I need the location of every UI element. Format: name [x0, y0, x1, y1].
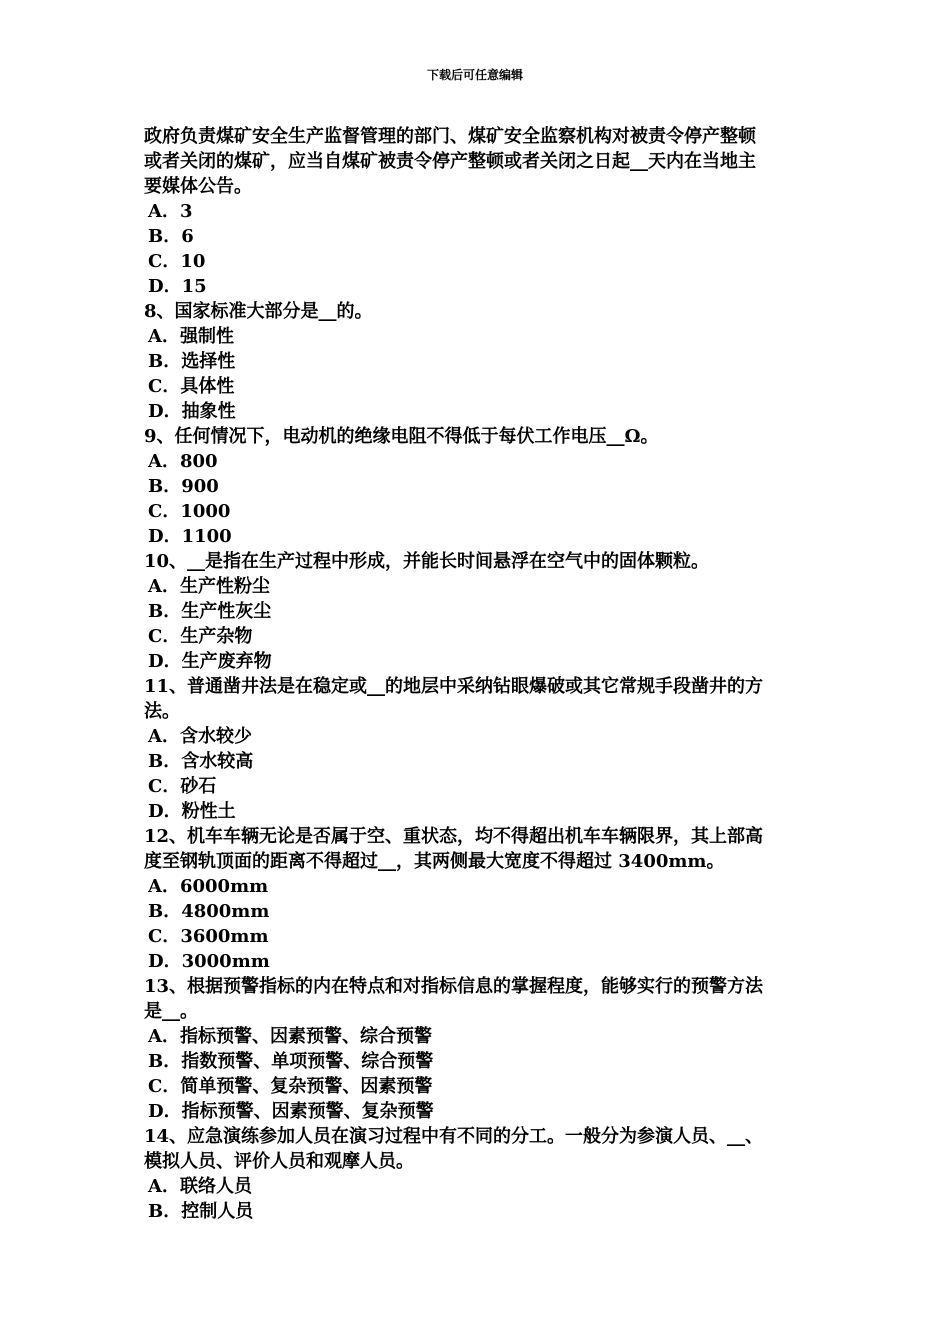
answer-option: B．指数预警、单项预警、综合预警 — [148, 1051, 434, 1072]
answer-option: C．具体性 — [148, 376, 235, 397]
answer-option: A．800 — [148, 451, 218, 472]
answer-option: A．指标预警、因素预警、综合预警 — [148, 1026, 432, 1047]
answer-option: D．1100 — [148, 526, 232, 547]
question-text-line: 政府负责煤矿安全生产监督管理的部门、煤矿安全监察机构对被责令停产整顿 — [144, 126, 756, 147]
question-text-line: 11、普通凿井法是在稳定或__的地层中采纳钻眼爆破或其它常规手段凿井的方 — [144, 676, 764, 697]
question-text-line: 12、机车车辆无论是否属于空、重状态，均不得超出机车车辆限界，其上部高 — [144, 826, 764, 847]
answer-option: C．10 — [148, 251, 206, 272]
answer-option: D．抽象性 — [148, 401, 236, 422]
page-header: 下载后可任意编辑 — [426, 68, 523, 82]
answer-option: B．控制人员 — [148, 1201, 254, 1222]
answer-option: B．含水较高 — [148, 751, 254, 772]
answer-option: B．选择性 — [148, 351, 236, 372]
answer-option: D．3000mm — [148, 951, 270, 972]
answer-option: A．强制性 — [148, 326, 234, 347]
answer-option: C．砂石 — [148, 776, 217, 797]
answer-option: C．1000 — [148, 501, 231, 522]
answer-option: D．生产废弃物 — [148, 651, 272, 672]
question-text-line: 8、国家标准大部分是__的。 — [144, 301, 373, 322]
document-body — [144, 124, 808, 1224]
answer-option: A．含水较少 — [148, 726, 252, 747]
answer-option: C．生产杂物 — [148, 626, 253, 647]
question-text-line: 10、__是指在生产过程中形成，并能长时间悬浮在空气中的固体颗粒。 — [144, 551, 710, 572]
answer-option: D．粉性土 — [148, 801, 236, 822]
answer-option: C．简单预警、复杂预警、因素预警 — [148, 1076, 433, 1097]
question-text-line: 法。 — [144, 701, 180, 722]
question-text-line: 模拟人员、评价人员和观摩人员。 — [144, 1151, 414, 1172]
answer-option: C．3600mm — [148, 926, 269, 947]
question-text-line: 9、任何情况下，电动机的绝缘电阻不得低于每伏工作电压__Ω。 — [144, 426, 659, 447]
answer-option: B．900 — [148, 476, 219, 497]
question-text-line: 14、应急演练参加人员在演习过程中有不同的分工。一般分为参演人员、__、 — [144, 1126, 764, 1147]
answer-option: D．15 — [148, 276, 207, 297]
answer-option: B．生产性灰尘 — [148, 601, 272, 622]
answer-option: A．3 — [148, 201, 193, 222]
question-text-line: 要媒体公告。 — [144, 176, 252, 197]
answer-option: B．6 — [148, 226, 194, 247]
answer-option: D．指标预警、因素预警、复杂预警 — [148, 1101, 434, 1122]
answer-option: A．生产性粉尘 — [148, 576, 270, 597]
question-text-line: 是__。 — [144, 1001, 198, 1022]
answer-option: B．4800mm — [148, 901, 270, 922]
question-text-line: 或者关闭的煤矿，应当自煤矿被责令停产整顿或者关闭之日起__天内在当地主 — [144, 151, 756, 172]
question-text-line: 13、根据预警指标的内在特点和对指标信息的掌握程度，能够实行的预警方法 — [144, 976, 764, 997]
answer-option: A．联络人员 — [148, 1176, 252, 1197]
answer-option: A．6000mm — [148, 876, 269, 897]
question-text-line: 度至钢轨顶面的距离不得超过__，其两侧最大宽度不得超过 3400mm。 — [144, 851, 725, 872]
